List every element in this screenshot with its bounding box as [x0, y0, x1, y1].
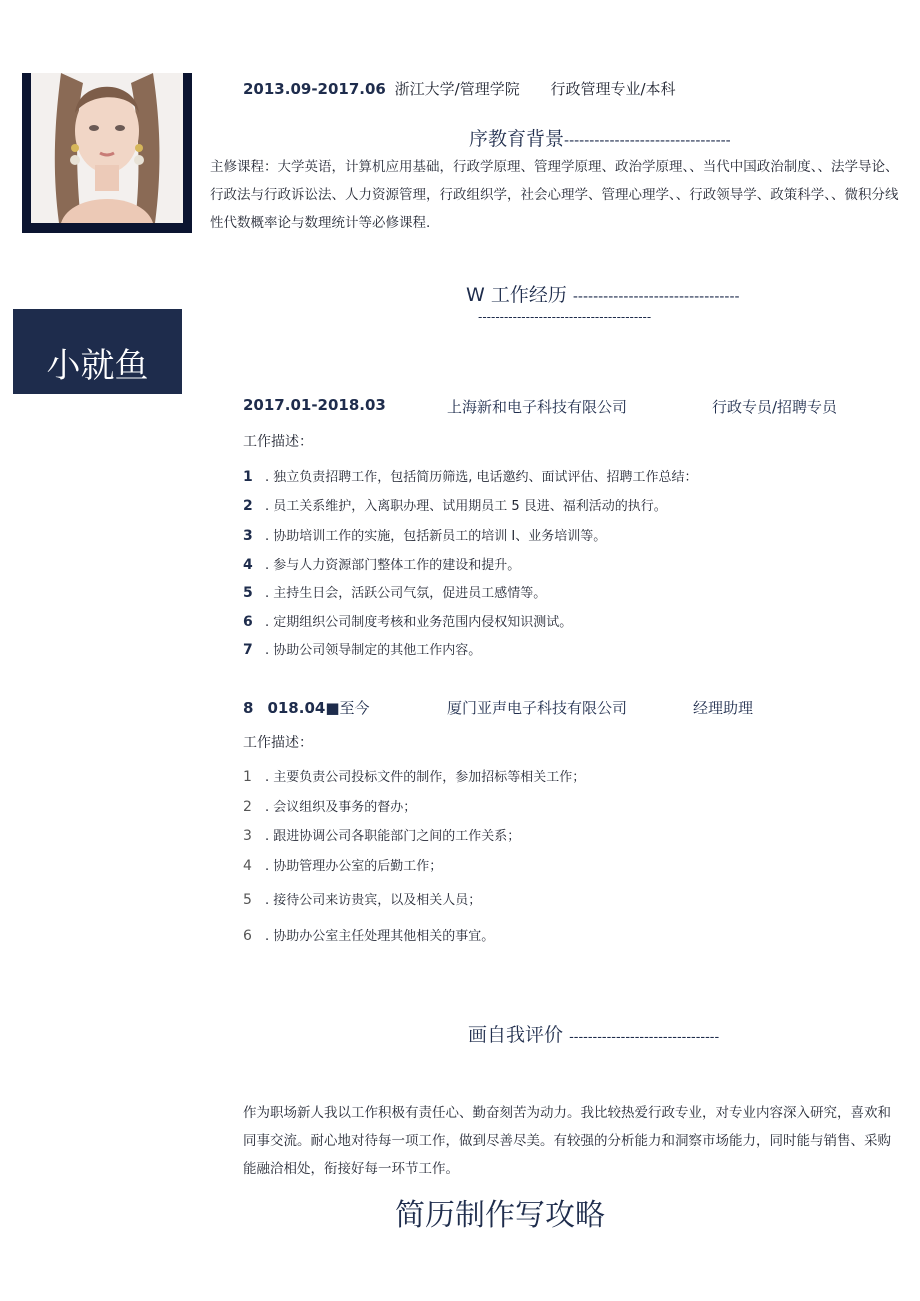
profile-photo — [31, 73, 183, 223]
duty-text: . 会议组织及事务的督办； — [265, 800, 417, 815]
job-company-text: 厦门亚声电子科技有限公司 — [447, 699, 628, 717]
duty-text: . 跟进协调公司各职能部门之间的工作关系； — [265, 829, 521, 844]
duty-item — [243, 525, 606, 544]
duty-item — [243, 925, 494, 944]
duty-number: 7 — [243, 642, 253, 658]
evaluation-section-title: 画自我评价 — [468, 1024, 564, 1046]
evaluation-section-header — [468, 1020, 719, 1047]
duty-number: 3 — [243, 528, 253, 544]
duty-number: 4 — [243, 858, 252, 874]
job-desc-label: 工作描述： — [243, 735, 313, 751]
duty-text: . 协助管理办公室的后勤工作； — [265, 859, 443, 874]
section-divider: --------------------------------- — [572, 289, 740, 305]
courses-text: 主修课程：大学英语，计算机应用基础，行政学原理、管理学原理、政治学原理、、当代中国政治制度、、法学导论、行政法与行政诉讼法、人力资源管理，行政组织学，社会心理学、管理心理学、、行政领导学、政策科学、、微积分线性代数概率论与数理统计等必修课程. — [210, 159, 899, 231]
duty-item — [243, 495, 667, 514]
footer-title: 简历制作写攻略 — [395, 1198, 605, 1233]
education-section-title: 序教育背景 — [469, 128, 565, 150]
education-school: 浙江大学/管理学院 — [394, 80, 520, 98]
job-role — [712, 396, 837, 417]
duty-item — [243, 889, 481, 908]
job-date-part: 至今 — [339, 699, 370, 717]
job-company-text: 上海新和电子科技有限公司 — [447, 398, 628, 416]
duty-item — [243, 611, 572, 630]
job-company — [447, 697, 627, 718]
duty-text: . 主持生日会，活跃公司气氛，促进员工感情等。 — [265, 586, 547, 601]
job-role-text: 经理助理 — [693, 699, 754, 717]
education-entry — [243, 78, 676, 99]
duty-number: 3 — [243, 828, 252, 844]
job-date: 2017.01-2018.03 — [243, 396, 386, 414]
duty-item — [243, 554, 520, 573]
portrait-image — [31, 73, 183, 223]
duty-number: 1 — [243, 769, 252, 785]
candidate-name: 小就鱼 — [46, 346, 149, 386]
duty-text: . 员工关系维护，入离职办理、试用期员工 5 艮进、福利活动的执行。 — [265, 499, 667, 514]
duty-item — [243, 639, 481, 658]
duty-item — [243, 855, 442, 874]
duty-text: . 独立负责招聘工作，包括简历筛选, 电话邀约、面试评估、招聘工作总结： — [265, 470, 698, 485]
duty-number: 5 — [243, 585, 253, 601]
duty-number: 4 — [243, 557, 253, 573]
job-desc-label: 工作描述： — [243, 434, 313, 450]
job-entry-header — [243, 396, 386, 414]
duty-number: 6 — [243, 928, 252, 944]
education-major: 行政管理专业/本科 — [550, 80, 676, 98]
job-date-part: 018.04■ — [267, 699, 340, 717]
profile-photo-frame — [22, 73, 192, 233]
job-company — [447, 396, 627, 417]
job-role — [693, 697, 753, 718]
duty-text: . 主要负责公司投标文件的制作，参加招标等相关工作； — [265, 770, 586, 785]
section-divider-2: ---------------------------------------- — [478, 310, 652, 324]
work-section-title: W 工作经历 — [466, 284, 567, 306]
job-role-text: 行政专员/招聘专员 — [712, 398, 838, 416]
duty-item — [243, 796, 416, 815]
duty-text: . 协助公司领导制定的其他工作内容。 — [265, 643, 482, 658]
duty-item — [243, 466, 698, 485]
duty-number: 1 — [243, 469, 253, 485]
duty-item — [243, 766, 585, 785]
duty-text: . 参与人力资源部门整体工作的建设和提升。 — [265, 558, 521, 573]
duty-number: 5 — [243, 892, 252, 908]
work-section-header — [466, 280, 740, 307]
duty-item — [243, 825, 520, 844]
duty-text: . 接待公司来访贵宾，以及相关人员； — [265, 893, 482, 908]
duty-number: 2 — [243, 498, 253, 514]
duty-text: . 协助办公室主任处理其他相关的事宜。 — [265, 929, 495, 944]
education-section-header — [469, 124, 731, 151]
job-date-part: 8 — [243, 699, 254, 717]
duty-item — [243, 582, 546, 601]
education-date: 2013.09-2017.06 — [243, 80, 386, 98]
duty-text: . 定期组织公司制度考核和业务范围内侵权知识测试。 — [265, 615, 573, 630]
duty-number: 6 — [243, 614, 253, 630]
duty-text: . 协助培训工作的实施，包括新员工的培训 I、业务培训等。 — [265, 529, 607, 544]
section-divider: -------------------------------- — [569, 1030, 720, 1045]
section-divider: --------------------------------- — [564, 133, 731, 149]
evaluation-text: 作为职场新人我以工作积极有责任心、勤奋刻苦为动力。我比较热爱行政专业，对专业内容深入研究，喜欢和同事交流。耐心地对待每一项工作，做到尽善尽美。有较强的分析能力和洞察市场能力，同时能与销售、采购能融洽相处，衔接好每一环节工作。 — [243, 1105, 891, 1177]
job-entry-header — [243, 697, 370, 718]
name-banner — [13, 309, 182, 394]
duty-number: 2 — [243, 799, 252, 815]
